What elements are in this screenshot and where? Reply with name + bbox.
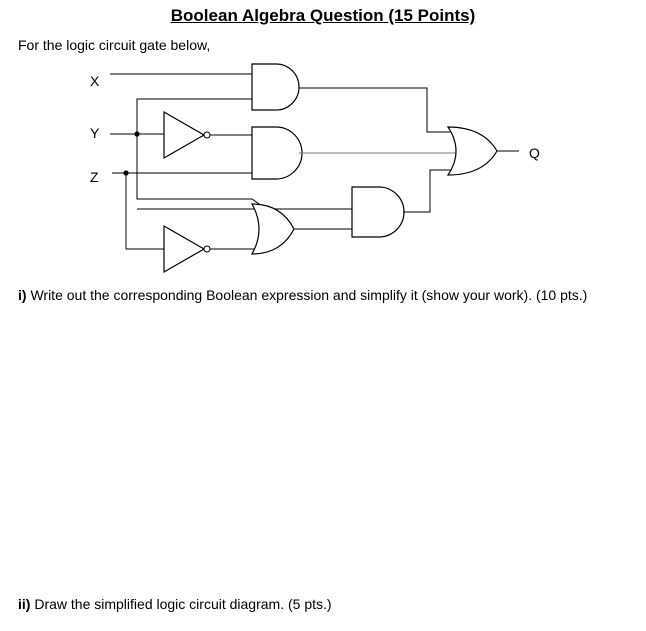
question-2-text: Draw the simplified logic circuit diagram. (5 pts.) [30,596,332,612]
or-gate-2 [252,204,294,254]
not-gate-1 [164,112,204,158]
input-label-y: Y [90,125,100,141]
question-1-text: Write out the corresponding Boolean expression and simplify it (show your work). (10 pts.) [26,287,588,303]
and-gate-2 [252,127,302,179]
wire-y-to-or2 [137,134,262,206]
or-gate-1 [448,127,497,175]
question-2-number: ii) [18,596,31,612]
wire-z-to-not2 [126,173,164,249]
not-gate-2 [164,226,204,272]
input-label-x: X [90,73,100,89]
intro-text: For the logic circuit gate below, [18,37,211,53]
question-1 [18,287,618,304]
and-gate-1 [252,64,299,110]
not-gate-1-bubble [204,132,210,138]
logic-circuit-diagram [0,0,646,290]
question-2 [18,596,332,612]
question-1-number: i) [18,287,27,303]
page-title: Boolean Algebra Question (15 Points) [170,6,476,25]
wire-y-to-and1 [137,99,252,134]
and-gate-3 [352,187,404,237]
wire-and1-to-or1 [299,88,452,132]
output-label-q: Q [529,145,540,161]
wire-and3-to-or1 [403,170,452,212]
input-label-z: Z [90,169,99,185]
not-gate-2-bubble [204,246,210,252]
